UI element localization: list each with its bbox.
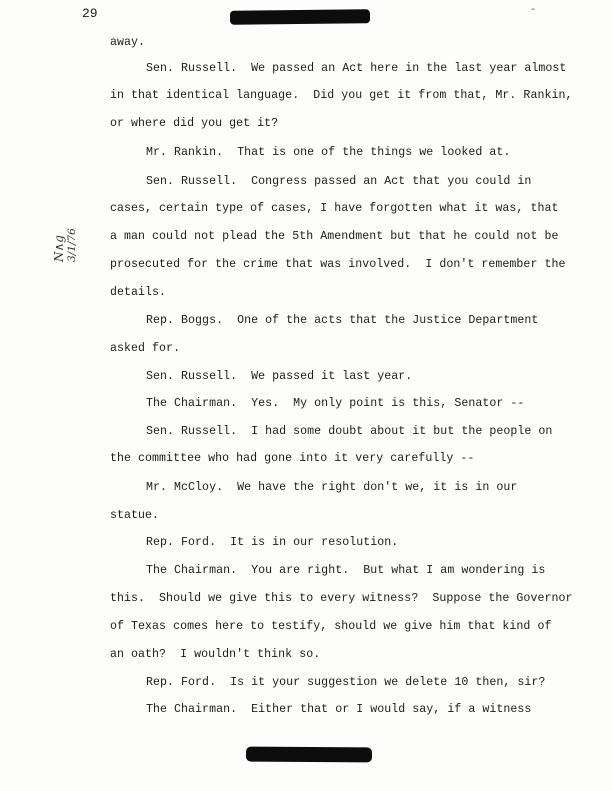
text-line: Mr. Rankin. That is one of the things we looked at. — [146, 146, 511, 159]
text-line: The Chairman. Either that or I would say, if a witness — [146, 703, 532, 716]
text-line: details. — [110, 286, 167, 299]
text-line: cases, certain type of cases, I have forgotten what it was, that — [110, 202, 559, 215]
margin-annotation — [52, 228, 78, 262]
page-number: 29 — [82, 6, 98, 21]
text-line: away. — [110, 36, 146, 49]
text-line: Sen. Russell. We passed it last year. — [146, 370, 413, 383]
text-line: Sen. Russell. I had some doubt about it but the people on — [146, 425, 553, 438]
text-line: The Chairman. Yes. My only point is this, Senator -- — [146, 397, 525, 410]
text-line: an oath? I wouldn't think so. — [110, 648, 321, 661]
text-line: The Chairman. You are right. But what I am wondering is — [146, 564, 546, 577]
text-line: Rep. Ford. It is in our resolution. — [146, 536, 399, 549]
text-line: Mr. McCloy. We have the right don't we, it is in our — [146, 481, 518, 494]
corner-mark: - — [530, 5, 537, 16]
text-line: Rep. Boggs. One of the acts that the Justice Department — [146, 314, 539, 327]
text-line: or where did you get it? — [110, 117, 279, 130]
text-line: statue. — [110, 509, 160, 522]
text-line: of Texas comes here to testify, should we give him that kind of — [110, 620, 552, 633]
redaction-bar-top — [230, 9, 370, 24]
text-line: asked for. — [110, 342, 181, 355]
margin-date: 3/1/76 — [66, 228, 78, 262]
text-line: Sen. Russell. We passed an Act here in the last year almost — [146, 62, 567, 75]
text-line: Sen. Russell. Congress passed an Act that you could in — [146, 175, 532, 188]
text-line: prosecuted for the crime that was involved. I don't remember the — [110, 258, 566, 271]
text-line: the committee who had gone into it very carefully -- — [110, 452, 475, 465]
redaction-bar-bottom — [246, 747, 372, 763]
text-line: in that identical language. Did you get it from that, Mr. Rankin, — [110, 89, 573, 102]
margin-initials: N∧g — [52, 235, 66, 262]
text-line: a man could not plead the 5th Amendment but that he could not be — [110, 230, 559, 243]
text-line: this. Should we give this to every witness? Suppose the Governor — [110, 592, 573, 605]
text-line: Rep. Ford. Is it your suggestion we delete 10 then, sir? — [146, 676, 546, 689]
